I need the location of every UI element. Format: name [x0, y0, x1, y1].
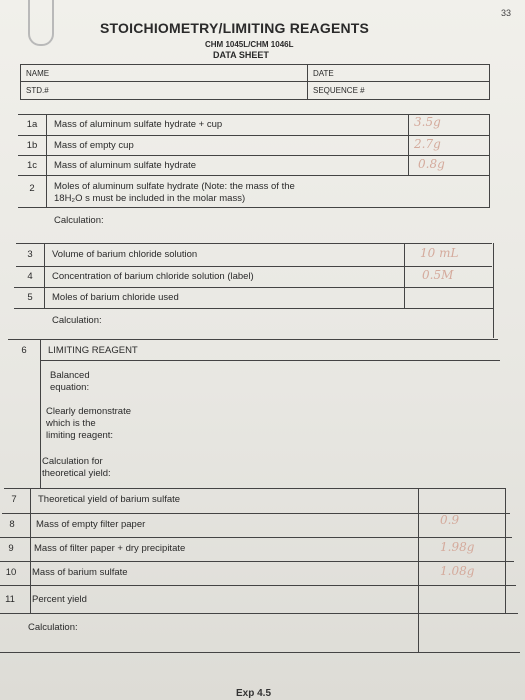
- name-label: NAME: [26, 69, 50, 78]
- row-label: Mass of empty cup: [54, 140, 134, 151]
- yield-calc-label: Calculation for: [42, 456, 103, 467]
- page-title: STOICHIOMETRY/LIMITING REAGENTS: [100, 20, 370, 36]
- std-label: STD.#: [26, 86, 49, 95]
- row-number: 2: [29, 183, 35, 194]
- row-number: 1c: [26, 160, 38, 171]
- row-number: 8: [9, 519, 15, 530]
- row-number: 1b: [26, 140, 38, 151]
- handwritten-value: 3.5g: [414, 115, 441, 129]
- row-label: Mass of aluminum sulfate hydrate + cup: [54, 119, 223, 130]
- sequence-label: SEQUENCE #: [313, 86, 365, 95]
- row-label: Moles of aluminum sulfate hydrate (Note: the mass of the: [54, 181, 295, 192]
- handwritten-value: 10 mL: [420, 246, 459, 260]
- row-label: 18H₂O s must be included in the molar mass): [54, 193, 246, 204]
- row-label: Mass of filter paper + dry precipitate: [34, 543, 186, 554]
- sheet-subtitle: DATA SHEET: [213, 50, 269, 60]
- demo-label: limiting reagent:: [46, 430, 114, 441]
- row-number: 9: [8, 543, 14, 554]
- calculation-label: Calculation:: [54, 215, 104, 226]
- footer-label: Exp 4.5: [236, 688, 272, 699]
- row-number: 3: [27, 249, 33, 260]
- row-number: 5: [27, 292, 33, 303]
- row-label: Mass of aluminum sulfate hydrate: [54, 160, 197, 171]
- yield-calc-label: theoretical yield:: [42, 468, 111, 479]
- row-number: 6: [21, 345, 27, 356]
- info-block: [20, 64, 490, 100]
- demo-label: Clearly demonstrate: [46, 406, 132, 417]
- row-label: Mass of barium sulfate: [32, 567, 128, 578]
- handwritten-value: 2.7g: [414, 137, 441, 151]
- paper-clip-icon: [28, 0, 54, 46]
- date-label: DATE: [313, 69, 334, 78]
- page-number: 33: [500, 8, 511, 18]
- handwritten-value: 0.9: [440, 513, 460, 527]
- row-label: Theoretical yield of barium sulfate: [38, 494, 181, 505]
- balanced-label: Balanced: [50, 370, 90, 381]
- row-label: Concentration of barium chloride solution (label): [52, 271, 254, 282]
- calculation-label: Calculation:: [52, 315, 102, 326]
- row-number: 11: [5, 594, 15, 605]
- row-number: 1a: [26, 119, 38, 130]
- handwritten-value: 0.5M: [422, 268, 454, 282]
- row-label: Volume of barium chloride solution: [52, 249, 198, 260]
- row-label: Percent yield: [32, 594, 87, 605]
- row-number: 4: [27, 271, 33, 282]
- row-label: Mass of empty filter paper: [36, 519, 146, 530]
- calculation-label: Calculation:: [28, 622, 78, 633]
- handwritten-value: 0.8g: [418, 157, 445, 171]
- row-number: 7: [11, 494, 17, 505]
- section-heading: LIMITING REAGENT: [48, 345, 138, 356]
- demo-label: which is the: [46, 418, 96, 429]
- balanced-label: equation:: [50, 382, 90, 393]
- course-code: CHM 1045L/CHM 1046L: [205, 40, 294, 49]
- handwritten-value: 1.08g: [440, 564, 475, 578]
- handwritten-value: 1.98g: [440, 540, 475, 554]
- row-number: 10: [5, 567, 17, 578]
- row-label: Moles of barium chloride used: [52, 292, 179, 303]
